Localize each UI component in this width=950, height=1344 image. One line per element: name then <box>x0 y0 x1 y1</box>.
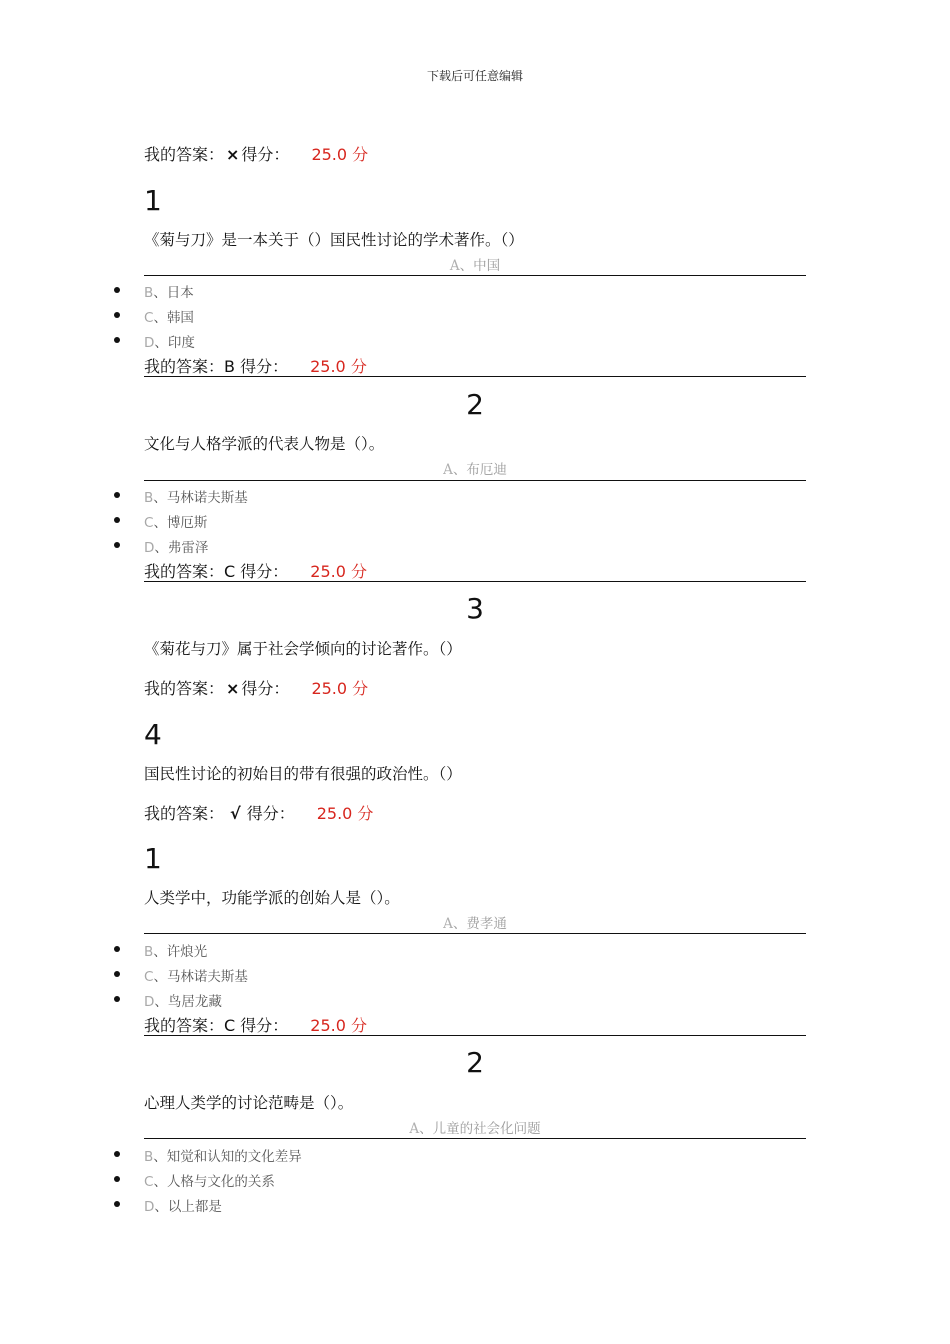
answer-mark: × <box>226 679 240 698</box>
option-letter: D <box>144 540 155 556</box>
bullet-icon <box>114 312 120 318</box>
option-text: 马林诺夫斯基 <box>166 969 248 985</box>
divider <box>144 376 806 377</box>
answer-value: B <box>224 357 235 376</box>
bullet-icon <box>114 542 120 548</box>
option-letter: C <box>144 1174 154 1190</box>
score-value: 25.0 分 <box>310 357 367 376</box>
option-letter: B <box>144 1149 154 1165</box>
option-text: 人格与文化的关系 <box>166 1174 275 1190</box>
option-letter: B <box>144 944 154 960</box>
page-header: 下载后可任意编辑 <box>426 69 523 83</box>
option-a[interactable] <box>144 1117 806 1137</box>
option-sep: 、 <box>153 285 167 301</box>
option-letter: C <box>144 969 154 985</box>
option-c[interactable] <box>144 1170 275 1190</box>
answer-label: 我的答案： <box>144 679 225 698</box>
option-letter: A <box>443 462 453 478</box>
option-text: 鸟居龙藏 <box>167 994 222 1010</box>
option-text: 印度 <box>167 335 195 351</box>
question-number: 1 <box>144 184 162 217</box>
question-number: 4 <box>144 718 162 751</box>
option-sep: 、 <box>153 944 167 960</box>
option-text: 许烺光 <box>166 944 208 960</box>
divider <box>144 1138 806 1139</box>
option-letter: D <box>144 994 155 1010</box>
score-value: 25.0 分 <box>316 804 374 823</box>
option-letter: B <box>144 285 154 301</box>
question-text: 文化与人格学派的代表人物是（）。 <box>144 435 385 453</box>
score-label: 得分： <box>240 562 289 581</box>
option-b[interactable] <box>144 486 248 506</box>
answer-mark: √ <box>230 804 241 823</box>
option-sep: 、 <box>153 310 167 326</box>
answer-label: 我的答案： <box>144 804 225 823</box>
option-text: 日本 <box>166 285 194 301</box>
bullet-icon <box>114 971 120 977</box>
option-sep: 、 <box>419 1121 433 1137</box>
divider <box>144 581 806 582</box>
answer-value: C <box>224 1016 236 1035</box>
question-text: 人类学中，功能学派的创始人是（）。 <box>144 889 400 907</box>
option-d[interactable] <box>144 1195 222 1215</box>
option-text: 布厄迪 <box>466 462 507 478</box>
option-letter: B <box>144 490 154 506</box>
option-letter: C <box>144 310 154 326</box>
answer-line <box>144 559 367 582</box>
answer-label: 我的答案： <box>144 145 225 164</box>
option-letter: D <box>144 1199 155 1215</box>
option-c[interactable] <box>144 511 207 531</box>
option-sep: 、 <box>452 462 467 478</box>
bullet-icon <box>114 1176 120 1182</box>
option-sep: 、 <box>153 515 167 531</box>
bullet-icon <box>114 946 120 952</box>
option-b[interactable] <box>144 940 207 960</box>
option-c[interactable] <box>144 306 194 326</box>
option-letter: A <box>443 916 453 932</box>
divider <box>144 1035 806 1036</box>
score-value: 25.0 分 <box>310 562 368 581</box>
option-sep: 、 <box>154 540 168 556</box>
question-text: 《菊与刀》是一本关于（）国民性讨论的学术著作。（） <box>144 231 524 249</box>
option-sep: 、 <box>153 1174 167 1190</box>
answer-value: C <box>224 562 236 581</box>
option-b[interactable] <box>144 1145 302 1165</box>
divider <box>144 275 806 276</box>
bullet-icon <box>114 996 120 1002</box>
question-text: 国民性讨论的初始目的带有很强的政治性。（） <box>144 765 462 783</box>
option-text: 中国 <box>473 258 501 274</box>
question-text: 心理人类学的讨论范畴是（）。 <box>144 1094 354 1112</box>
question-number: 1 <box>144 842 162 875</box>
score-label: 得分： <box>240 1016 289 1035</box>
option-d[interactable] <box>144 536 208 556</box>
answer-line <box>144 354 367 377</box>
option-text: 马林诺夫斯基 <box>166 490 248 506</box>
answer-line <box>144 676 368 699</box>
option-letter: A <box>449 258 460 274</box>
bullet-icon <box>114 337 120 343</box>
bullet-icon <box>114 1201 120 1207</box>
option-d[interactable] <box>144 331 195 351</box>
option-sep: 、 <box>153 1149 167 1165</box>
divider <box>144 480 806 481</box>
score-value: 25.0 分 <box>310 1016 368 1035</box>
option-d[interactable] <box>144 990 222 1010</box>
score-label: 得分： <box>246 804 295 823</box>
option-text: 知觉和认知的文化差异 <box>166 1149 302 1165</box>
option-text: 以上都是 <box>167 1199 222 1215</box>
bullet-icon <box>114 517 120 523</box>
answer-label: 我的答案： <box>144 562 225 581</box>
option-letter: C <box>144 515 154 531</box>
answer-line <box>144 142 368 165</box>
option-text: 博厄斯 <box>166 515 208 531</box>
answer-line <box>144 801 373 824</box>
question-text: 《菊花与刀》属于社会学倾向的讨论著作。（） <box>144 640 462 658</box>
score-value: 25.0 分 <box>311 145 369 164</box>
option-text: 弗雷泽 <box>167 540 209 556</box>
divider <box>144 933 806 934</box>
option-sep: 、 <box>154 335 168 351</box>
question-number: 2 <box>466 388 484 421</box>
option-a[interactable] <box>144 458 806 478</box>
option-text: 韩国 <box>166 310 194 326</box>
bullet-icon <box>114 287 120 293</box>
question-number: 2 <box>466 1046 484 1079</box>
option-b[interactable] <box>144 281 194 301</box>
score-label: 得分： <box>241 145 290 164</box>
option-sep: 、 <box>459 258 474 274</box>
answer-mark: × <box>226 145 240 164</box>
option-sep: 、 <box>154 1199 168 1215</box>
option-sep: 、 <box>154 994 168 1010</box>
bullet-icon <box>114 492 120 498</box>
option-sep: 、 <box>452 916 467 932</box>
option-sep: 、 <box>153 969 167 985</box>
option-letter: D <box>144 335 155 351</box>
answer-line <box>144 1013 367 1036</box>
score-label: 得分： <box>240 357 289 376</box>
option-a[interactable] <box>144 912 806 932</box>
option-text: 儿童的社会化问题 <box>432 1121 541 1137</box>
option-text: 费孝通 <box>466 916 507 932</box>
bullet-icon <box>114 1151 120 1157</box>
score-value: 25.0 分 <box>311 679 369 698</box>
score-label: 得分： <box>241 679 290 698</box>
answer-label: 我的答案： <box>144 357 225 376</box>
option-letter: A <box>409 1121 420 1137</box>
option-c[interactable] <box>144 965 248 985</box>
question-number: 3 <box>466 592 484 625</box>
answer-label: 我的答案： <box>144 1016 225 1035</box>
option-sep: 、 <box>153 490 167 506</box>
option-a[interactable] <box>144 254 806 274</box>
